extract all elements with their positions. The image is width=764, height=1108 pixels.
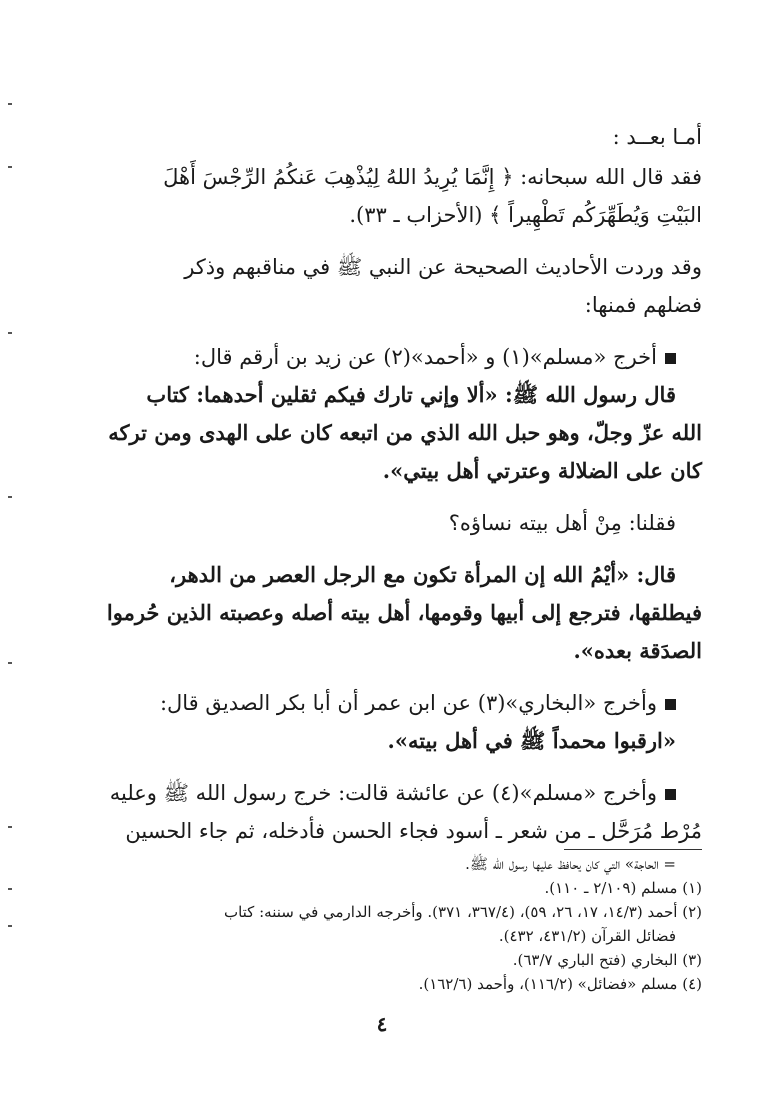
page-body <box>98 118 702 850</box>
hadith-1-intro: أخرج «مسلم»(١) و «أحمد»(٢) عن زيد بن أرقم قال: <box>98 338 702 376</box>
hadith-1-line-3: كان على الضلالة وعترتي أهل بيتي». <box>382 458 702 483</box>
margin-mark <box>8 925 12 927</box>
margin-mark <box>8 888 12 890</box>
margin-mark <box>8 103 12 105</box>
footnote-divider <box>564 849 702 850</box>
hadith-1-line-2: الله عزّ وجلّ، وهو حبل الله الذي من اتبعه كان على الهدى ومن تركه <box>108 420 702 445</box>
intro-line-1: فقد قال الله سبحانه: ﴿ إِنَّمَا يُرِيدُ اللهُ لِيُذْهِبَ عَنكُمُ الرِّجْسَ أَهْلَ <box>163 165 702 189</box>
paragraph-2-line-2: فضلهم فمنها: <box>584 293 702 317</box>
hadith-2-quote: «ارقبوا محمداً ﷺ في أهل بيته». <box>387 728 676 753</box>
footnote-continuation: = الحاجة» التي كان يحافظ عليها رسول الله ﷺ. <box>465 855 676 873</box>
paragraph-2-line-1: وقد وردت الأحاديث الصحيحة عن النبي ﷺ في مناقبهم وذكر <box>184 255 702 279</box>
answer-line-2: فيطلقها، فترجع إلى أبيها وقومها، أهل بيته أصله وعصبته الذين حُرموا <box>106 600 702 625</box>
hadith-3-line-1: وأخرج «مسلم»(٤) عن عائشة قالت: خرج رسول الله ﷺ وعليه <box>98 774 702 812</box>
footnote-4: (٤) مسلم «فضائل» (١١٦/٢)، وأحمد (١٦٢/٦). <box>418 975 702 993</box>
answer-line-3: الصدَقة بعده». <box>573 638 702 663</box>
margin-mark <box>8 496 12 498</box>
hadith-2-intro: وأخرج «البخاري»(٣) عن ابن عمر أن أبا بكر الصديق قال: <box>98 684 702 722</box>
section-heading: أمـا بعــد : <box>612 125 702 149</box>
page-number: ٤ <box>376 1012 388 1036</box>
margin-mark <box>8 826 12 828</box>
hadith-1-line-1: قال رسول الله ﷺ: «ألا وإني تارك فيكم ثقلين أحدهما: كتاب <box>146 382 676 407</box>
margin-mark <box>8 332 12 334</box>
hadith-3-line-2: مُرْط مُرَحَّل ـ من شعر ـ أسود فجاء الحسن فأدخله، ثم جاء الحسين <box>125 819 702 843</box>
footnotes <box>98 852 702 996</box>
footnote-2-line-2: فضائل القرآن (٤٣١/٢، ٤٣٢). <box>498 927 676 945</box>
question-line: فقلنا: مِنْ أهل بيته نساؤه؟ <box>448 511 676 535</box>
answer-line-1: قال: «أيْمُ الله إن المرأة تكون مع الرجل العصر من الدهر، <box>169 562 676 587</box>
footnote-3: (٣) البخاري (فتح الباري ٦٣/٧). <box>512 951 702 969</box>
intro-line-2: البَيْتِ وَيُطَهِّرَكُم تَطْهِيراً ﴾ (الأحزاب ـ ٣٣). <box>349 203 702 227</box>
footnote-1: (١) مسلم (٢/١٠٩ ـ ١١٠). <box>544 879 702 897</box>
margin-mark <box>8 166 12 168</box>
footnote-2-line-1: (٢) أحمد (١٤/٣، ١٧، ٢٦، ٥٩)، (٣٦٧/٤، ٣٧١). وأخرجه الدارمي في سننه: كتاب <box>223 903 702 921</box>
margin-mark <box>8 662 12 664</box>
